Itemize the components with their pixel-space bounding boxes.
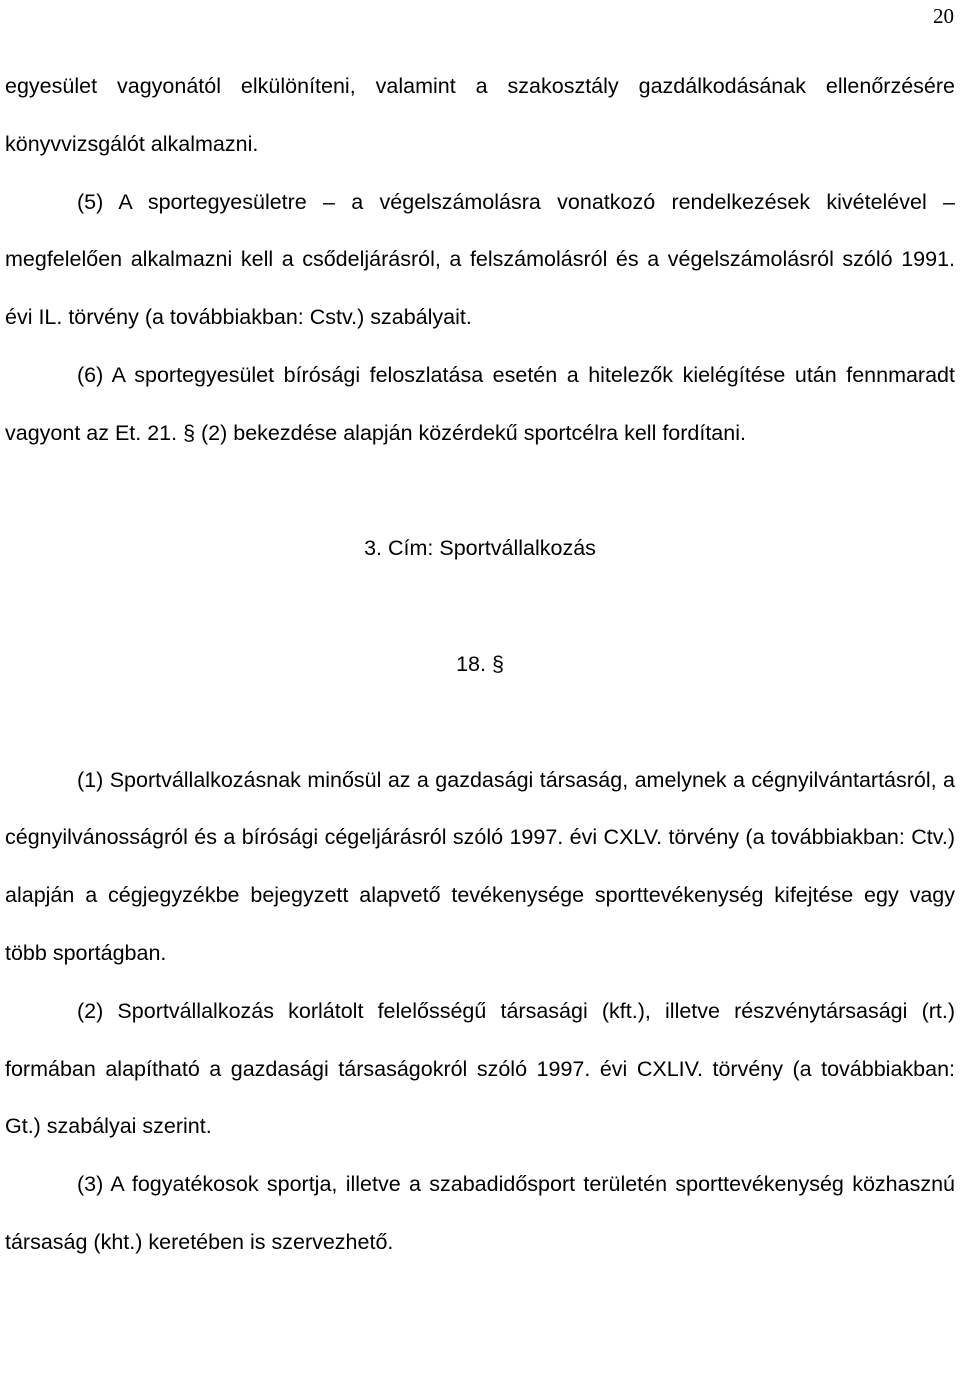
spacer bbox=[5, 694, 955, 752]
paragraph-18-3: (3) A fogyatékosok sportja, illetve a szabadidősport területén sporttevékenység közhasznú társaság (kht.) keretében is szervezhető. bbox=[5, 1172, 955, 1254]
spacer bbox=[5, 578, 955, 636]
spacer bbox=[5, 463, 955, 521]
paragraph-18-1: (1) Sportvállalkozásnak minősül az a gazdasági társaság, amelynek a cégnyilvántartásról, a cégnyilvánosságról és a bírósági cégeljárásról szóló 1997. évi CXLV. törvény (a továbbiakban: Ctv.) alapján a cégjegyzékbe bejegyzett alapvető tevékenysége sporttevékenység kifejtése egy vagy több sportágban. bbox=[5, 767, 955, 965]
paragraph-6: (6) A sportegyesület bírósági feloszlatása esetén a hitelezők kielégítése után fennmaradt vagyont az Et. 21. § (2) bekezdése alapján közérdekű sportcélra kell fordítani. bbox=[5, 362, 955, 445]
chapter-heading: 3. Cím: Sportvállalkozás bbox=[364, 536, 596, 561]
paragraph-5: (5) A sportegyesületre – a végelszámolásra vonatkozó rendelkezések kivételével – megfelelően alkalmazni kell a csődeljárásról, a felszámolásról és a végelszámolásról szóló 1991. évi IL. törvény (a továbbiakban: Cstv.) szabályait. bbox=[5, 189, 955, 330]
paragraph-continuation: egyesület vagyonától elkülöníteni, valamint a szakosztály gazdálkodásának ellenőrzésére könyvvizsgálót alkalmazni. bbox=[5, 74, 955, 156]
page-number: 20 bbox=[933, 4, 954, 28]
paragraph-18-2: (2) Sportvállalkozás korlátolt felelősségű társasági (kft.), illetve részvénytársasági (rt.) formában alapítható a gazdasági társaságokról szóló 1997. évi CXLIV. törvény (a továbbiakban: Gt.) szabályai szerint. bbox=[5, 998, 955, 1139]
section-heading: 18. § bbox=[456, 651, 504, 676]
body-text bbox=[5, 58, 955, 1272]
